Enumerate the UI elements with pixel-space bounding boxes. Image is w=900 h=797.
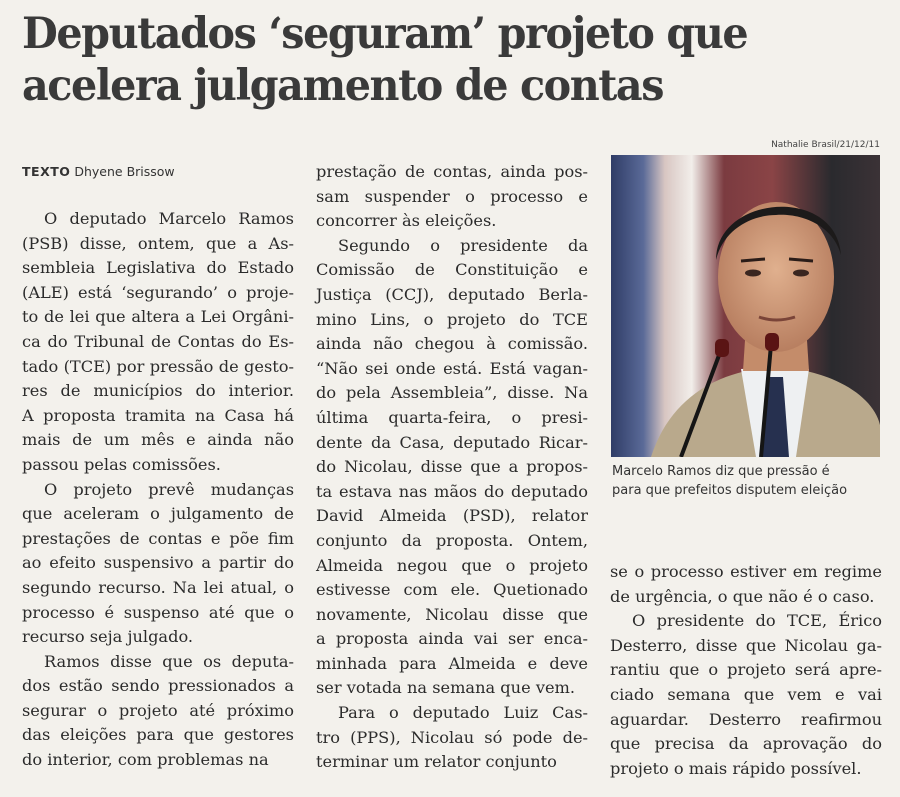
article-text-line: O projeto prevê mudanças — [44, 479, 294, 499]
article-text-line: a proposta ainda vai ser enca- — [316, 629, 588, 649]
article-text-line: recurso seja julgado. — [22, 627, 194, 647]
article-text-line: novamente, Nicolau disse que — [316, 604, 588, 624]
article-text-line: ao efeito suspensivo a partir do — [22, 553, 294, 573]
headline-line-1: Deputados ‘seguram’ projeto que — [22, 9, 748, 59]
article-text-line: Para o deputado Luiz Cas- — [338, 703, 588, 723]
article-text-line: do Nicolau, disse que a propos- — [316, 457, 588, 477]
article-text-line: sembleia Legislativa do Estado — [22, 258, 294, 278]
photo-caption-line-2: para que prefeitos disputem eleição — [612, 483, 848, 498]
article-text-line: Desterro, disse que Nicolau ga- — [610, 635, 882, 655]
byline — [22, 164, 175, 179]
article-text-line: aguardar. Desterro reafirmou — [610, 709, 882, 729]
article-text-line: tado (TCE) por pressão de gesto- — [22, 356, 294, 376]
article-photo — [611, 155, 880, 457]
byline-author: Dhyene Brissow — [74, 164, 175, 179]
article-text-line: dente da Casa, deputado Ricar- — [316, 432, 588, 452]
article-text-line: mino Lins, o projeto do TCE — [316, 309, 588, 329]
article-text-line: ca do Tribunal de Contas do Es- — [22, 331, 294, 351]
article-text-line: Almeida negou que o projeto — [316, 555, 588, 575]
article-text-line: dos estão sendo pressionados a — [22, 676, 294, 696]
article-text-line: do pela Assembleia”, disse. Na — [316, 383, 588, 403]
article-text-line: Comissão de Constituição e — [316, 260, 588, 280]
article-text-line: res de municípios do interior. — [22, 381, 294, 401]
article-text-line: David Almeida (PSD), relator — [316, 506, 588, 526]
article-text-line: ta estava nas mãos do deputado — [316, 481, 588, 501]
article-text-line: projeto o mais rápido possível. — [610, 758, 862, 778]
article-text-line: prestações de contas e põe fim — [22, 528, 294, 548]
article-text-line: conjunto da proposta. Ontem, — [316, 530, 588, 550]
article-text-line: segundo recurso. Na lei atual, o — [22, 577, 294, 597]
article-text-line: rantiu que o projeto será apre- — [610, 660, 882, 680]
article-column-2 — [316, 160, 588, 775]
article-text-line: segurar o projeto até próximo — [22, 700, 294, 720]
article-text-line: prestação de contas, ainda pos- — [316, 162, 588, 181]
article-text-line: A proposta tramita na Casa há — [22, 405, 294, 425]
article-column-1 — [22, 207, 294, 773]
article-text-line: Ramos disse que os deputa- — [44, 651, 294, 671]
article-text-line: Segundo o presidente da — [338, 235, 588, 255]
article-text-line: estivesse com ele. Quetionado — [316, 580, 588, 600]
article-text-line: que precisa da aprovação do — [610, 734, 882, 754]
article-text-line: de urgência, o que não é o caso. — [610, 586, 875, 606]
article-text-line: to de lei que altera a Lei Orgâni- — [22, 307, 294, 327]
headline — [22, 8, 848, 112]
photo-caption — [612, 462, 892, 500]
article-text-line: se o processo estiver em regime — [610, 562, 882, 581]
photo-caption-line-1: Marcelo Ramos diz que pressão é — [612, 464, 830, 479]
article-text-line: minhada para Almeida e deve — [316, 653, 588, 673]
article-text-line: O deputado Marcelo Ramos — [44, 209, 294, 228]
article-text-line: tro (PPS), Nicolau só pode de- — [316, 727, 588, 747]
article-text-line: terminar um relator conjunto — [316, 752, 557, 772]
article-text-line: “Não sei onde está. Está vagan- — [316, 358, 588, 378]
article-text-line: concorrer às eleições. — [316, 211, 497, 231]
article-text-line: O presidente do TCE, Érico — [632, 611, 882, 631]
article-text-line: das eleições para que gestores — [22, 725, 294, 745]
article-text-line: última quarta-feira, o presi- — [316, 407, 588, 427]
headline-line-2: acelera julgamento de contas — [22, 61, 664, 111]
article-text-line: ainda não chegou à comissão. — [316, 334, 588, 354]
article-text-line: passou pelas comissões. — [22, 454, 221, 474]
byline-tag: TEXTO — [22, 164, 71, 179]
article-text-line: ciado semana que vem e vai — [610, 684, 882, 704]
article-text-line: que aceleram o julgamento de — [22, 504, 294, 524]
article-text-line: (PSB) disse, ontem, que a As- — [22, 233, 294, 253]
article-text-line: (ALE) está ‘segurando’ o proje- — [22, 282, 294, 302]
article-text-line: sam suspender o processo e — [316, 186, 588, 206]
article-text-line: do interior, com problemas na — [22, 750, 269, 770]
article-text-line: mais de um mês e ainda não — [22, 430, 294, 450]
photo-credit: Nathalie Brasil/21/12/11 — [771, 140, 880, 150]
article-text-line: ser votada na semana que vem. — [316, 678, 576, 698]
portrait-image — [611, 155, 880, 457]
article-text-line: processo é suspenso até que o — [22, 602, 294, 622]
article-column-3 — [610, 560, 882, 781]
article-text-line: Justiça (CCJ), deputado Berla- — [316, 284, 588, 304]
